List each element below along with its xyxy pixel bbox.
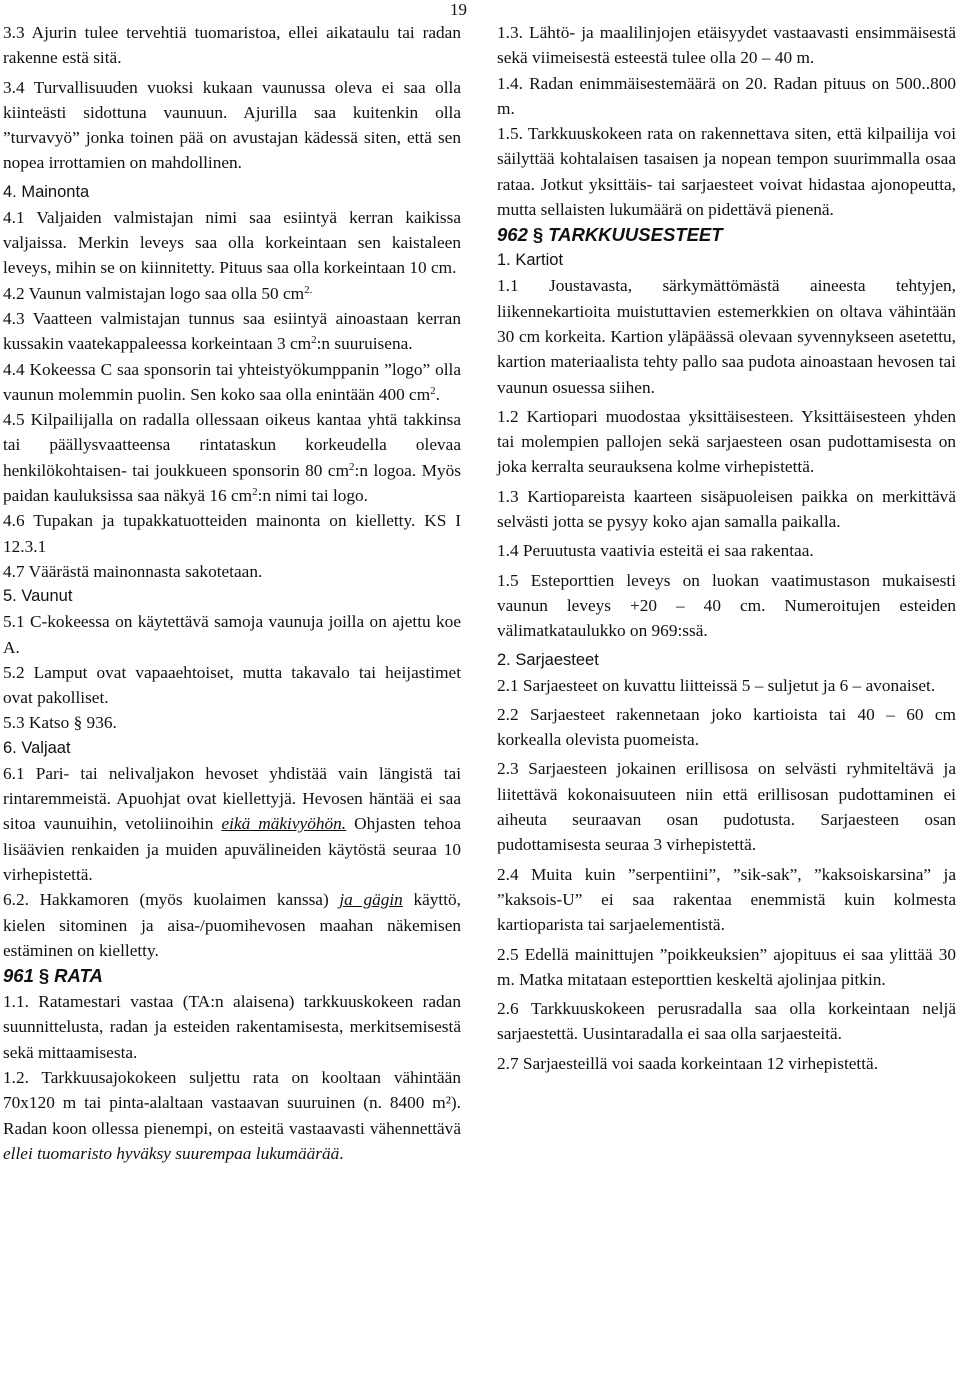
paragraph-961-1-1: 1.1. Ratamestari vastaa (TA:n alaisena) tarkkuuskokeen radan suunnittelusta, radan ja esteiden rakentamisesta, merkitsemisestä sekä mittaamisesta. [3, 992, 461, 1062]
paragraph-4-4: 4.4 Kokeessa C saa sponsorin tai yhteistyökumppanin ”logo” olla vaunun molemmin puolin. Sen koko saa olla enintään 400 $cm^2$. [3, 359, 461, 404]
paragraph-6-1: 6.1 Pari- tai nelivaljakon hevoset yhdistää vain längistä tai rintaremmeistä. Apuohjat ovat kiellettyjä. Hevosen häntää ei saa sitoa vaunuihin, vetoliinoihin eikä mäkivyöhön. Ohjasten tehoa lisäävien renkaiden ja muiden apuvälineiden käytöstä seuraa 10 virhepistettä. [3, 763, 461, 884]
paragraph-5-2: 5.2 Lamput ovat vapaaehtoiset, mutta takavalo tai heijastimet ovat pakolliset. [3, 662, 461, 708]
paragraph-5-3: 5.3 Katso § 936. [3, 713, 117, 733]
heading-kartiot: 1. Kartiot [497, 251, 564, 270]
chapter-heading-962: 962 § TARKKUUSESTEET [497, 224, 723, 246]
heading-mainonta: 4. Mainonta [3, 182, 90, 201]
left-column [3, 20, 461, 1166]
paragraph-962-1-4: 1.4 Peruutusta vaativia esteitä ei saa rakentaa. [497, 541, 814, 561]
paragraph-962-2-6: 2.6 Tarkkuuskokeen perusradalla saa olla korkeintaan neljä sarjaestettä. Uusintaradalla ei saa olla sarjaesteitä. [497, 999, 956, 1044]
paragraph-962-1-5: 1.5 Esteporttien leveys on luokan vaatimustason mukaisesti vaunun leveys +20 – 40 cm. Numeroitujen esteiden välimatkataulukko on 969:ssä. [497, 570, 956, 641]
paragraph-961-1-3: 1.3. Lähtö- ja maalilinjojen etäisyydet vastaavasti ensimmäisestä sekä viimeisestä esteestä tulee olla 20 – 40 m. [497, 23, 956, 68]
underlined-text: eikä mäkivyöhön. [221, 814, 347, 834]
underlined-text: ja gägin [339, 890, 403, 910]
paragraph-962-2-1: 2.1 Sarjaesteet on kuvattu liitteissä 5 – suljetut ja 6 – avonaiset. [497, 675, 936, 695]
page-number: 19 [450, 0, 467, 19]
right-column [497, 20, 956, 1080]
paragraph-4-3: 4.3 Vaatteen valmistajan tunnus saa esiintyä ainoastaan kerran kussakin vaatekappaleessa korkeintaan 3 $cm^2:n$ suuruisena. [3, 308, 461, 354]
paragraph-4-1: 4.1 Valjaiden valmistajan nimi saa esiintyä kerran kaikissa valjaissa. Merkin leveys saa olla korkeintaan sen kaistaleen leveys, mihin se on kiinnitetty. Pituus saa olla korkeintaan 10 cm. [3, 207, 461, 278]
paragraph-3-3: 3.3 Ajurin tulee tervehtiä tuomaristoa, ellei aikataulu tai radan rakenne estä sitä. [3, 23, 461, 68]
paragraph-961-1-4: 1.4. Radan enimmäisestemäärä on 20. Radan pituus on 500..800 m. [497, 73, 956, 118]
paragraph-3-4: 3.4 Turvallisuuden vuoksi kukaan vaunussa oleva ei saa olla kiinteästi sidottuna vaunuun. Ajurilla saa kuitenkin olla ”turvavyö” jonka toinen pää on avustajan kädessä siten, että sen nopea irrottamien on mahdollinen. [3, 77, 461, 173]
paragraph-4-2: 4.2 Vaunun valmistajan logo saa olla 50 $cm^{2.}$ [3, 283, 313, 303]
paragraph-961-1-2: 1.2. Tarkkuusajokokeen suljettu rata on kooltaan vähintään 70x120 m tai pinta-alaltaan vastaavan suuruinen (n. 8400 m²). Radan koon ollessa pienempi, on esteitä vastaavasti vähennettävä ellei tuomaristo hyväksy suurempaa lukumäärää. [3, 1067, 461, 1163]
section-sign: § [73, 713, 83, 733]
paragraph-962-2-5: 2.5 Edellä mainittujen ”poikkeuksien” ajopituus ei saa ylittää 30 m. Matka mitataan esteporttien keskeltä ajolinjaa pitkin. [497, 944, 956, 989]
paragraph-5-1: 5.1 C-kokeessa on käytettävä samoja vaunuja joilla on ajettu koe A. [3, 612, 461, 657]
paragraph-962-1-3: 1.3 Kartiopareista kaarteen sisäpuoleisen paikka on merkittävä selvästi jotta se pysyy koko ajan samalla paikalla. [497, 486, 956, 532]
italic-text: ellei tuomaristo hyväksy suurempaa lukumäärää [3, 1143, 340, 1163]
heading-sarjaesteet: 2. Sarjaesteet [497, 650, 599, 669]
paragraph-962-2-7: 2.7 Sarjaesteillä voi saada korkeintaan 12 virhepistettä. [497, 1053, 879, 1073]
paragraph-4-7: 4.7 Väärästä mainonnasta sakotetaan. [3, 561, 263, 581]
heading-valjaat: 6. Valjaat [3, 738, 71, 757]
paragraph-962-2-2: 2.2 Sarjaesteet rakennetaan joko kartioista tai 40 – 60 cm korkealla olevista puomeista. [497, 704, 956, 750]
paragraph-962-1-1: 1.1 Joustavasta, särkymättömästä aineesta tehtyjen, liikennekartioita muistuttavien estemerkkien on oltava vähintään 30 cm korkeita. Kartion yläpäässä olevaan syvennykseen asetettu, kartion materiaalista tehty pallo saa pudota ainoastaan hevosen tai vaunun osuessa siihen. [497, 276, 956, 397]
section-sign: § [38, 965, 50, 987]
paragraph-961-1-5: 1.5. Tarkkuuskokeen rata on rakennettava siten, että kilpailija voi säilyttää kohtalaisen tasaisen ja nopean tempon suurimmalla osaa rataa. Jotkut yksittäis- tai sarjaesteet voivat hidastaa ajonopeutta, mutta sellaisten lukumäärä on pidettävä pienenä. [497, 124, 956, 220]
paragraph-962-2-3: 2.3 Sarjaesteen jokainen erillisosa on selvästi ryhmiteltävä ja liitettävä kokonaisuuteen niin että erillisosan pudottaminen ei aiheuta seuraavan osan pudotusta. Sarjaesteen osan pudottamisesta seuraa 3 virhepistettä. [497, 759, 956, 855]
paragraph-962-2-4: 2.4 Muita kuin ”serpentiini”, ”sik-sak”, ”kaksoiskarsina” ja ”kaksois-U” ei saa rakentaa enemmistä kuin kolmesta kartioparista tai sarjaelementistä. [497, 864, 956, 935]
paragraph-4-5: 4.5 Kilpailijalla on radalla ollessaan oikeus kantaa yhtä takkinsa tai päällysvaatteensa rintataskun korkeudella olevaa henkilökohtaisen- tai joukkueen sponsorin 80 $cm^2:n$ logoa. Myös paidan kauluksissa saa näkyä 16 $cm^2:n$ nimi tai logo. [3, 410, 461, 506]
paragraph-4-6: 4.6 Tupakan ja tupakkatuotteiden mainonta on kielletty. KS I 12.3.1 [3, 511, 461, 556]
heading-vaunut: 5. Vaunut [3, 587, 73, 606]
paragraph-962-1-2: 1.2 Kartiopari muodostaa yksittäisesteen. Yksittäisesteen yhden tai molempien pallojen sekä sarjaesteen osan pudottamisesta on joka kerralta seurauksena kolme virhepistettä. [497, 406, 956, 477]
chapter-heading-961: 961 § RATA [3, 965, 103, 987]
paragraph-6-2: 6.2. Hakkamoren (myös kuolaimen kanssa) ja gägin käyttö, kielen sitominen ja aisa-/puomihevosen maahan näkemisen estäminen on kielletty. [3, 890, 461, 960]
section-sign: § [532, 224, 544, 246]
